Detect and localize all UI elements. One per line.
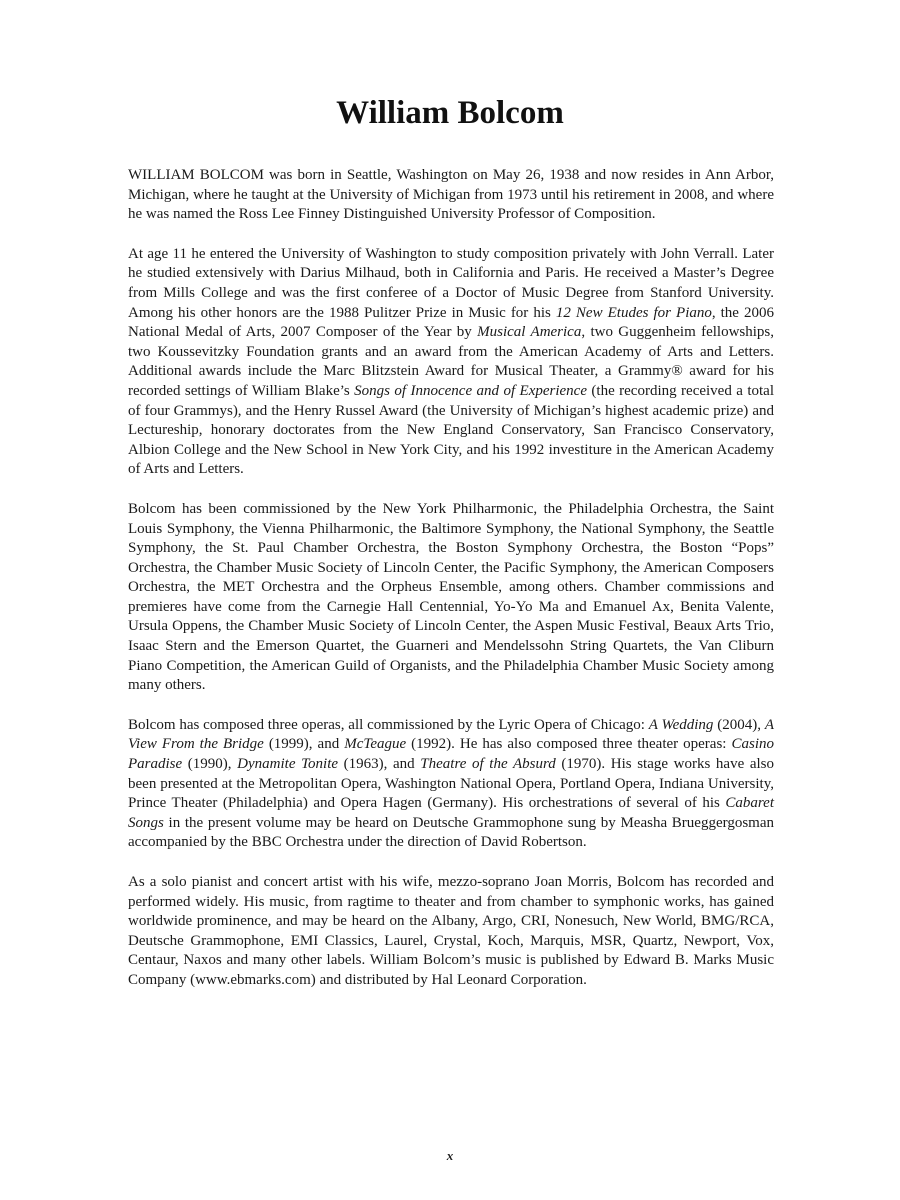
work-title: Cabaret Songs	[128, 795, 774, 831]
work-title: Theatre of the Absurd	[420, 756, 556, 773]
work-title: A View From the Bridge	[128, 716, 774, 753]
work-title: Songs of Innocence and of Experience	[354, 382, 587, 399]
work-title: McTeague	[344, 736, 407, 753]
paragraph-text: (1963), and	[338, 756, 421, 773]
paragraph-text: At age 11 he entered the University of Washington to study composition privately with John Verrall. Later he studied extensively with Darius Milhaud, both in California and Paris. He received a Master’s Degree from Mills College and was the first conferee of a Doctor of Music Degree from Stanford University. Among his other honors are the 1988 Pulitzer Prize in Music for his	[128, 245, 774, 321]
biography-body	[128, 166, 774, 1011]
paragraph-text: (1970). His stage works have also been presented at the Metropolitan Opera, Washington National Opera, Portland Opera, Indiana University, Prince Theater (Philadelphia) and Opera Hagen (Germany). His orchestrations of several of his	[128, 756, 775, 812]
paragraph-text: As a solo pianist and concert artist with his wife, mezzo-soprano Joan Morris, Bolcom has recorded and performed widely. His music, from ragtime to theater and from chamber to symphonic works, has gained worldwide prominence, and may be heard on the Albany, Argo, CRI, Nonesuch, New World, BMG/RCA, Deutsche Grammophone, EMI Classics, Laurel, Crystal, Koch, Marquis, MSR, Quartz, Newport, Vox, Centaur, Naxos and many other labels. William Bolcom’s music is published by Edward B. Marks Music Company (www.ebmarks.com) and distributed by Hal Leonard Corporation.	[128, 874, 774, 988]
work-title: 12 New Etudes for Piano	[555, 304, 712, 321]
paragraph-text: , two Guggenheim fellowships, two Koussevitzky Foundation grants and an award from the American Academy of Arts and Letters. Additional awards include the Marc Blitzstein Award for Musical Theater, a Grammy® award for his recorded settings of William Blake’s	[128, 324, 775, 399]
paragraph-text: (1992). He has also composed three theater operas:	[406, 736, 732, 753]
work-title: Dynamite Tonite	[237, 756, 339, 773]
paragraph-text: (the recording received a total of four Grammys), and the Henry Russel Award (the University of Michigan’s highest academic prize) and Lectureship, honorary doctorates from the New England Conservatory, San Francisco Conservatory, Albion College and the New School in New York City, and his 1992 investiture in the American Academy of Arts and Letters.	[128, 382, 774, 478]
paragraph-text: in the present volume may be heard on Deutsche Grammophone sung by Measha Brueggergosman accompanied by the BBC Orchestra under the direction of David Robertson.	[128, 814, 774, 851]
work-title: A Wedding	[648, 716, 714, 733]
biography-paragraph	[128, 245, 774, 480]
work-title: Casino Paradise	[128, 736, 774, 773]
biography-paragraph	[128, 873, 774, 991]
paragraph-text: Bolcom has been commissioned by the New York Philharmonic, the Philadelphia Orchestra, the Saint Louis Symphony, the Vienna Philharmonic, the Baltimore Symphony, the National Symphony, the Seattle Symphony, the St. Paul Chamber Orchestra, the Boston Symphony Orchestra, the Boston “Pops” Orchestra, the Chamber Music Society of Lincoln Center, the Pacific Symphony, the American Composers Orchestra, the MET Orchestra and the Orpheus Ensemble, among others. Chamber commissions and premieres have come from the Carnegie Hall Centennial, Yo-Yo Ma and Emanuel Ax, Benita Valente, Ursula Oppens, the Chamber Music Society of Lincoln Center, the Aspen Music Festival, Beaux Arts Trio, Isaac Stern and the Emerson Quartet, the Guarneri and Mendelssohn String Quartets, the Van Cliburn Piano Competition, the American Guild of Organists, and the Philadelphia Chamber Music Society among many others.	[128, 500, 774, 694]
work-title: Musical America	[477, 324, 582, 341]
page-number: x	[446, 1148, 454, 1163]
biography-paragraph	[128, 166, 774, 225]
biography-paragraph	[128, 500, 774, 696]
paragraph-text: Bolcom has composed three operas, all commissioned by the Lyric Opera of Chicago:	[128, 716, 649, 733]
paragraph-text: WILLIAM BOLCOM was born in Seattle, Washington on May 26, 1938 and now resides in Ann Arbor, Michigan, where he taught at the University of Michigan from 1973 until his retirement in 2008, and where he was named the Ross Lee Finney Distinguished University Professor of Composition.	[128, 167, 774, 223]
biography-paragraph	[128, 716, 774, 853]
paragraph-text: (1999), and	[263, 736, 345, 753]
paragraph-text: , the 2006 National Medal of Arts, 2007 Composer of the Year by	[128, 304, 775, 341]
page-title: William Bolcom	[336, 95, 564, 131]
paragraph-text: (2004),	[713, 716, 765, 733]
paragraph-text: (1990),	[182, 756, 238, 773]
